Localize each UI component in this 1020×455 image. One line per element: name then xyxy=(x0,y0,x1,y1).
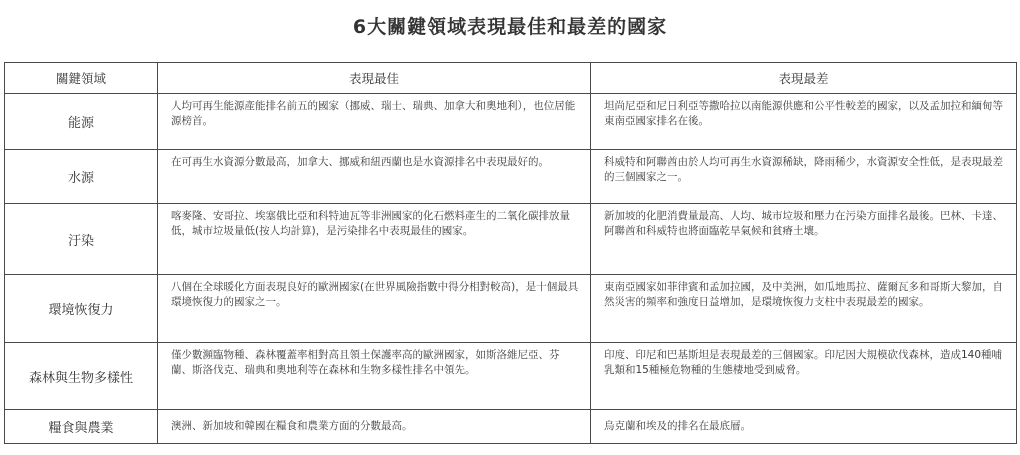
page-title: 6大關鍵領域表現最佳和最差的國家 xyxy=(352,16,668,38)
row-best-text: 僅少數瀕臨物種、森林覆蓋率相對高且領土保護率高的歐洲國家，如斯洛維尼亞、芬蘭、斯洛伐克、瑞典和奧地利等在森林和生物多樣性排名中領先。 xyxy=(158,343,591,410)
key-areas-table xyxy=(4,62,1017,444)
table-row xyxy=(5,343,1017,410)
row-best-text: 喀麥隆、安哥拉、埃塞俄比亞和科特迪瓦等非洲國家的化石燃料產生的二氧化碳排放量低，城市垃圾量低(按人均計算)，是污染排名中表現最佳的國家。 xyxy=(158,204,591,275)
row-best-text: 在可再生水資源分數最高，加拿大、挪威和紐西蘭也是水資源排名中表現最好的。 xyxy=(158,150,591,204)
header-key-area: 關鍵領域 xyxy=(5,63,158,94)
header-best: 表現最佳 xyxy=(158,63,591,94)
row-area-label: 糧食與農業 xyxy=(5,410,158,444)
header-worst: 表現最差 xyxy=(591,63,1017,94)
row-area-label: 水源 xyxy=(5,150,158,204)
table-row xyxy=(5,275,1017,343)
row-area-label: 環境恢復力 xyxy=(5,275,158,343)
table-row xyxy=(5,410,1017,444)
row-worst-text: 坦尚尼亞和尼日利亞等撒哈拉以南能源供應和公平性較差的國家，以及孟加拉和緬甸等東南亞國家排名在後。 xyxy=(591,94,1017,150)
row-worst-text: 印度、印尼和巴基斯坦是表現最差的三個國家。印尼因大規模砍伐森林，造成140種哺乳類和15種極危物種的生態棲地受到威脅。 xyxy=(591,343,1017,410)
row-worst-text: 烏克蘭和埃及的排名在最底層。 xyxy=(591,410,1017,444)
table-row xyxy=(5,204,1017,275)
table-header-row xyxy=(5,63,1017,94)
row-area-label: 汙染 xyxy=(5,204,158,275)
table-row xyxy=(5,94,1017,150)
row-worst-text: 科威特和阿聯酋由於人均可再生水資源稀缺，降雨稀少，水資源安全性低，是表現最差的三個國家之一。 xyxy=(591,150,1017,204)
row-best-text: 人均可再生能源產能排名前五的國家（挪威、瑞士、瑞典、加拿大和奧地利），也位居能源榜首。 xyxy=(158,94,591,150)
row-worst-text: 東南亞國家如菲律賓和孟加拉國，及中美洲，如瓜地馬拉、薩爾瓦多和哥斯大黎加，自然災害的頻率和強度日益增加，是環境恢復力支柱中表現最差的國家。 xyxy=(591,275,1017,343)
row-area-label: 能源 xyxy=(5,94,158,150)
row-best-text: 八個在全球暖化方面表現良好的歐洲國家(在世界風險指數中得分相對較高)，是十個最具環境恢復力的國家之一。 xyxy=(158,275,591,343)
row-best-text: 澳洲、新加坡和韓國在糧食和農業方面的分數最高。 xyxy=(158,410,591,444)
row-area-label: 森林與生物多樣性 xyxy=(5,343,158,410)
table-row xyxy=(5,150,1017,204)
row-worst-text: 新加坡的化肥消費量最高、人均、城市垃圾和壓力在污染方面排名最後。巴林、卡達、阿聯酋和科威特也將面臨乾旱氣候和貧瘠土壤。 xyxy=(591,204,1017,275)
